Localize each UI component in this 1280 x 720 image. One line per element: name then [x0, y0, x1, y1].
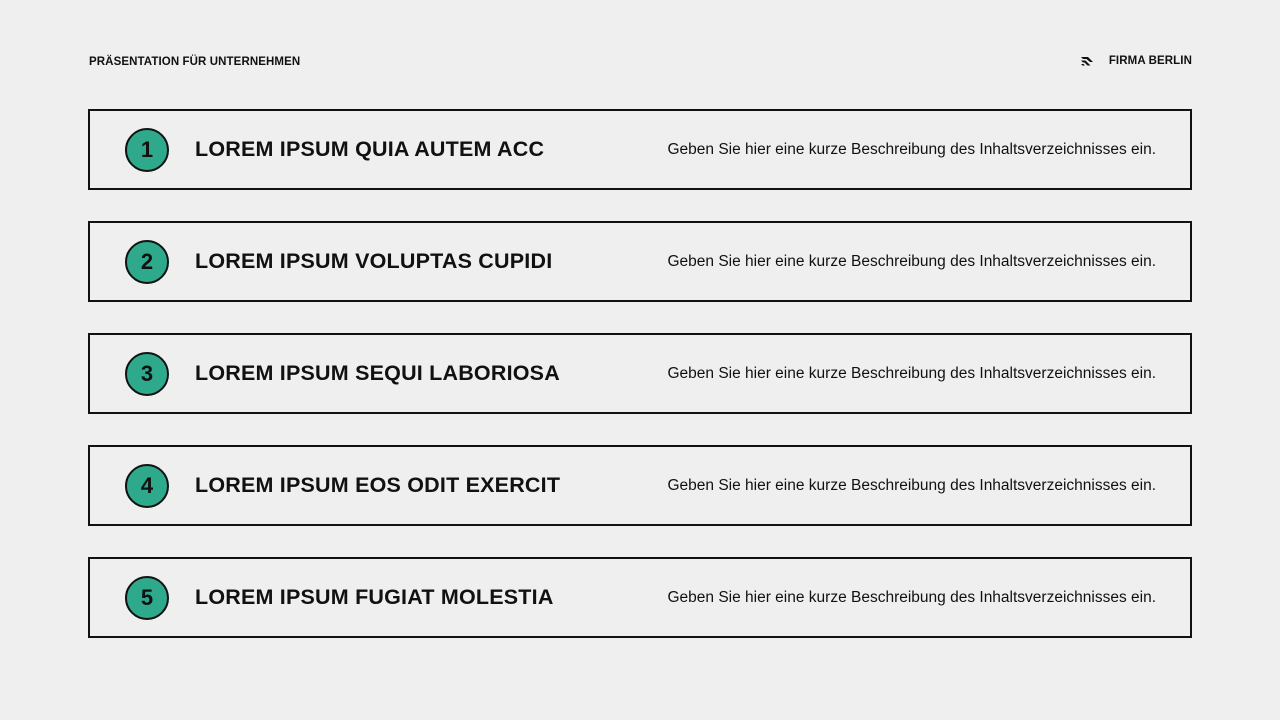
item-title: LOREM IPSUM VOLUPTAS CUPIDI [195, 249, 553, 273]
company-logo-icon [1079, 53, 1095, 69]
item-title: LOREM IPSUM FUGIAT MOLESTIA [195, 585, 554, 609]
toc-item [88, 445, 1192, 526]
toc-item [88, 221, 1192, 302]
item-description: Geben Sie hier eine kurze Beschreibung des Inhaltsverzeichnisses ein. [667, 252, 1156, 270]
toc-item [88, 109, 1192, 190]
toc-item [88, 333, 1192, 414]
toc-item [88, 557, 1192, 638]
item-number-badge: 4 [125, 464, 169, 508]
item-number-badge: 5 [125, 576, 169, 620]
item-number-badge: 3 [125, 352, 169, 396]
presentation-title: PRÄSENTATION FÜR UNTERNEHMEN [89, 56, 301, 68]
brand-name: FIRMA BERLIN [1108, 55, 1192, 67]
item-number-badge: 1 [125, 128, 169, 172]
item-description: Geben Sie hier eine kurze Beschreibung des Inhaltsverzeichnisses ein. [667, 476, 1156, 494]
brand [1079, 53, 1192, 69]
item-description: Geben Sie hier eine kurze Beschreibung des Inhaltsverzeichnisses ein. [667, 364, 1156, 382]
item-title: LOREM IPSUM QUIA AUTEM ACC [195, 137, 545, 161]
item-number-badge: 2 [125, 240, 169, 284]
item-title: LOREM IPSUM EOS ODIT EXERCIT [195, 473, 561, 497]
table-of-contents [88, 109, 1192, 638]
item-title: LOREM IPSUM SEQUI LABORIOSA [195, 361, 560, 385]
item-description: Geben Sie hier eine kurze Beschreibung des Inhaltsverzeichnisses ein. [667, 140, 1156, 158]
item-description: Geben Sie hier eine kurze Beschreibung des Inhaltsverzeichnisses ein. [667, 588, 1156, 606]
